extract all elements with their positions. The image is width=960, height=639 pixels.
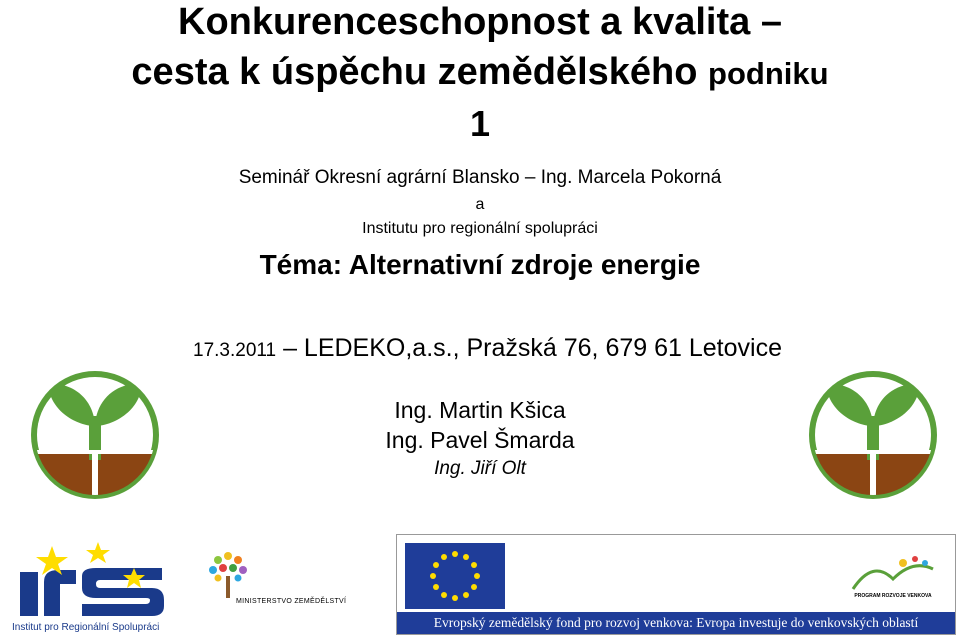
eu-banner-text: Evropský zemědělský fond pro rozvoj venkova: Evropa investuje do venkovských oblastí: [397, 612, 955, 634]
topic-heading: Téma: Alternativní zdroje energie: [259, 249, 701, 280]
prv-logo-icon: [843, 549, 943, 593]
title-line-1: Konkurenceschopnost a kvalita –: [178, 1, 782, 43]
prv-caption: PROGRAM ROZVOJE VENKOVA: [854, 593, 932, 599]
prv-logo: [843, 549, 943, 605]
speaker-3: Ing. Jiří Olt: [434, 458, 526, 479]
eu-banner: [396, 534, 956, 635]
seminar-line-3: Institutu pro regionální spolupráci: [362, 220, 598, 237]
title-line-3: 1: [469, 103, 491, 144]
right-plant-logo-icon: [806, 368, 940, 502]
tree-icon: [203, 548, 253, 598]
speaker-1: Ing. Martin Kšica: [394, 397, 566, 423]
seminar-line-2: a: [475, 196, 485, 213]
event-date: 17.3.2011: [193, 340, 277, 361]
left-plant-logo-icon: [28, 368, 162, 502]
title-line-2: [0, 50, 960, 96]
irs-caption: Institut pro Regionální Spolupráci: [12, 622, 160, 633]
ministry-name: MINISTERSTVO ZEMĚDĚLSTVÍ: [236, 598, 347, 605]
speaker-2: Ing. Pavel Šmarda: [385, 427, 575, 453]
irs-logo-icon: [12, 538, 172, 622]
event-line: [193, 333, 782, 366]
event-place: – LEDEKO,a.s., Pražská 76, 679 61 Letovice: [283, 334, 782, 362]
eu-flag-icon: [405, 543, 505, 609]
irs-logo: [12, 538, 172, 635]
ministry-logo: [203, 548, 363, 626]
title-line-2-main: cesta k úspěchu zemědělského: [131, 51, 698, 93]
seminar-line-1: Seminář Okresní agrární Blansko – Ing. Marcela Pokorná: [238, 167, 722, 188]
title-line-2-small: podniku: [708, 56, 829, 91]
